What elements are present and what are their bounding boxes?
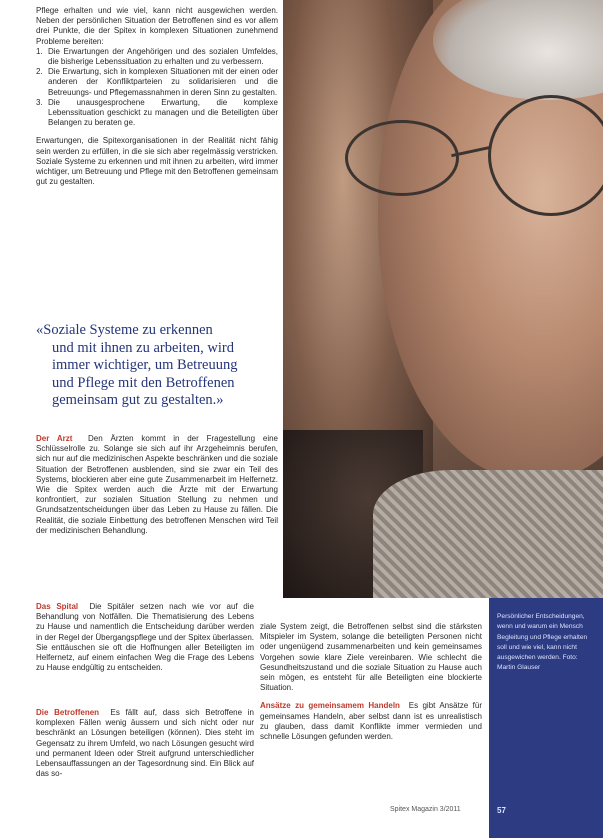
intro-paragraph-2: Erwartungen, die Spitexorganisationen in der Realität nicht fähig sein werden zu erfüllen, in die sie sich aber regelmässig verstricken. Soziale Systeme zu erkennen und mit ihnen zu arbeiten, wird immer wichtiger, um Betreuung und Pflege mit den Betroffenen gemeinsam gut zu gestalten. <box>36 136 278 187</box>
expectations-list <box>36 47 278 129</box>
section-heading: Die Betroffenen <box>36 708 100 717</box>
right-column <box>260 622 482 742</box>
section-heading: Das Spital <box>36 602 79 611</box>
section-heading: Ansätze zu gemeinsamem Handeln <box>260 701 400 711</box>
section-body: Den Ärzten kommt in der Fragestellung eine Schlüsselrolle zu. Solange sie sich auf ihr Arzgeheimnis berufen, sich nur auf die medizinischen Aspekte beschränken und die soziale Situation der Betroffenen ausblenden, sind sie zwar ein Teil des Systems, blockieren aber eine gute Zusammenarbeit im Helfernetz. Wie die Spitex werden auch die Ärzte mit der Erwartung konfrontiert, zur sozialen Situation Stellung zu nehmen und Grundsatzentscheidungen über das Leben zu Hause zu fällen. Die Realität, die soziale Einbettung des betroffenen Menschen wird Teil der medizinischen Behandlung. <box>36 434 278 535</box>
section-body: Es fällt auf, dass sich Betroffene in komplexen Fällen wenig äussern und sich nicht oder nur beschränkt an Lösungen beteiligen (können). Dies steht im Gegensatz zu ihrem Umfeld, wo nach Lösungen gesucht wird und permanent Ideen oder Streit aufgrund unterschiedlicher Lebensauffassungen an der Tagesordnung sind. Ein Blick auf das so- <box>36 708 254 779</box>
section-spital <box>36 602 254 673</box>
list-item: 3. Die unausgesprochene Erwartung, die komplexe Lebenssituation geschickt zu managen und die Beteiligten über Belangen zu beraten ge. <box>36 97 278 128</box>
photo-caption: Persönlicher Entscheidungen, wenn und warum ein Mensch Begleitung und Pflege erhalten soll und wie viel, kann nicht ausgewichen werden. Foto: Martin Glauser <box>497 613 588 672</box>
eyeglasses-left-lens <box>345 120 459 196</box>
footer-publication: Spitex Magazin 3/2011 <box>390 806 461 813</box>
section-body: Die Spitäler setzen nach wie vor auf die Behandlung von Notfällen. Die Thematisierung des Lebens zu Hause und namentlich die Entscheidung darüber werden in der Regel der Übergangspflege und der Spitex überlassen. Sie enttäuschen sie oft die Hoffnungen aller Beteiligten im Helfernetz, auf einem einfachen Weg die Frage des Lebens zu Hause endgültig zu entscheiden. <box>36 602 254 673</box>
knitted-sweater <box>373 470 603 598</box>
page-number: 57 <box>497 806 506 815</box>
section-arzt <box>36 434 278 536</box>
elderly-woman-photo <box>283 0 603 598</box>
right-paragraph-1: ziale System zeigt, die Betroffenen selbst sind die stärksten Mitspieler im System, solange die beteiligten Personen nicht oder ungenügend zusammenarbeiten und kein gemeinsames Vorgehen sowie klare Ziele vereinbaren. Wie schlecht die Gesundheitszustand und die soziale Situation zu Hause auch sein mögen, es entsteht für alle Beteiligten eine blockierte Situation. <box>260 622 482 693</box>
eyeglasses-right-lens <box>488 95 603 216</box>
intro-lead: Pflege erhalten und wie viel, kann nicht ausgewichen werden. Neben der persönlichen Situation der Betroffenen sind es vor allem drei Punkte, die der Spitex in komplexen Situationen zunehmend Probleme bereiten: <box>36 6 278 46</box>
right-paragraph-2: Es gibt Ansätze für gemeinsames Handeln, aber selbst dann ist es unrealistisch zu glauben, dass damit Konflikte immer vermieden und schnelle Lösungen gefunden werden. <box>260 701 482 742</box>
section-heading: Der Arzt <box>36 434 73 443</box>
intro-text <box>36 6 278 187</box>
list-item: 1. Die Erwartungen der Angehörigen und des sozialen Umfeldes, die bisherige Lebenssituation zu erhalten und zu verbessern. <box>36 46 278 67</box>
section-betroffene <box>36 708 254 779</box>
list-item: 2. Die Erwartung, sich in komplexen Situationen mit der einen oder anderen der Konfliktparteien zu solidarisieren und die Betreuungs- und Pflegemassnahmen in deren Sinn zu gestalten. <box>36 67 278 97</box>
pull-quote: «Soziale Systeme zu erkennen und mit ihnen zu arbeiten, wird immer wichtiger, um Betreuung und Pflege mit den Betroffenen gemeinsam gut zu gestalten.» <box>36 322 238 409</box>
